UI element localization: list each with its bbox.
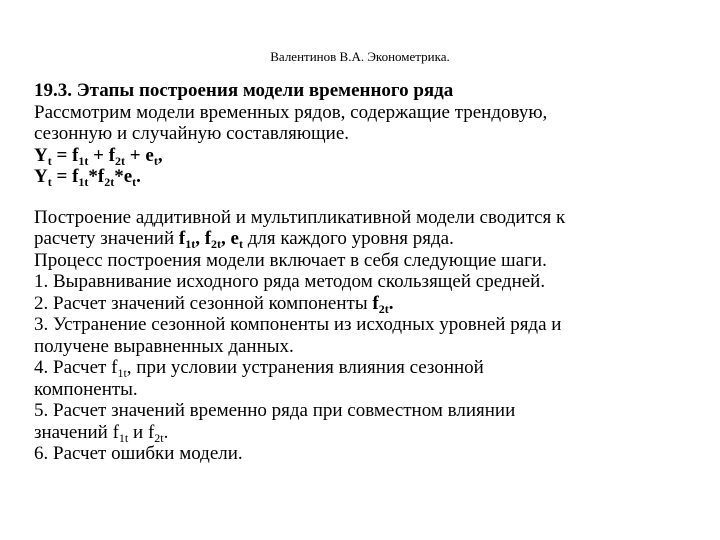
intro-line-1: Рассмотрим модели временных рядов, содержащие трендовую,	[34, 101, 548, 123]
intro-line-2: сезонную и случайную составляющие.	[34, 123, 350, 144]
formula-additive: $Y_t = f_{1t} + f_{2t} + e_t$,	[34, 144, 163, 168]
section-title: 19.3. Этапы построения модели временного ряда	[34, 80, 454, 101]
formula-multiplicative: $Y_t = f_{1t}*f_{2t}*e_t$.	[34, 166, 141, 189]
spacer	[34, 188, 704, 207]
step-3-line-2: получене выравненных данных.	[34, 335, 294, 357]
step-5-line-2: значений $f_{1t}$ и $f_{2t}$.	[34, 421, 169, 445]
para-line-2: расчету значений $f_{1t}$, $f_{2t}$, $e_t$ для каждого уровня ряда.	[34, 228, 454, 251]
step-3-line-1: 3. Устранение сезонной компоненты из исходных уровней ряда и	[34, 314, 562, 335]
step-6: 6. Расчет ошибки модели.	[34, 443, 243, 464]
para-line-3: Процесс построения модели включает в себя следующие шаги.	[34, 249, 547, 271]
step-4-line-2: компоненты.	[34, 378, 138, 400]
page-header: Валентинов В.А. Эконометрика.	[270, 49, 450, 64]
step-5-line-1: 5. Расчет значений временно ряда при совместном влиянии	[34, 400, 516, 421]
step-1: 1. Выравнивание исходного ряда методом скользящей средней.	[34, 271, 546, 292]
main-content	[34, 80, 704, 465]
step-2: 2. Расчет значений сезонной компоненты $f_{2t}$.	[34, 292, 394, 316]
para-line-1: Построение аддитивной и мультипликативной модели сводится к	[34, 206, 566, 228]
step-4-line-1: 4. Расчет $f_{1t}$, при условии устранения влияния сезонной	[34, 357, 484, 380]
